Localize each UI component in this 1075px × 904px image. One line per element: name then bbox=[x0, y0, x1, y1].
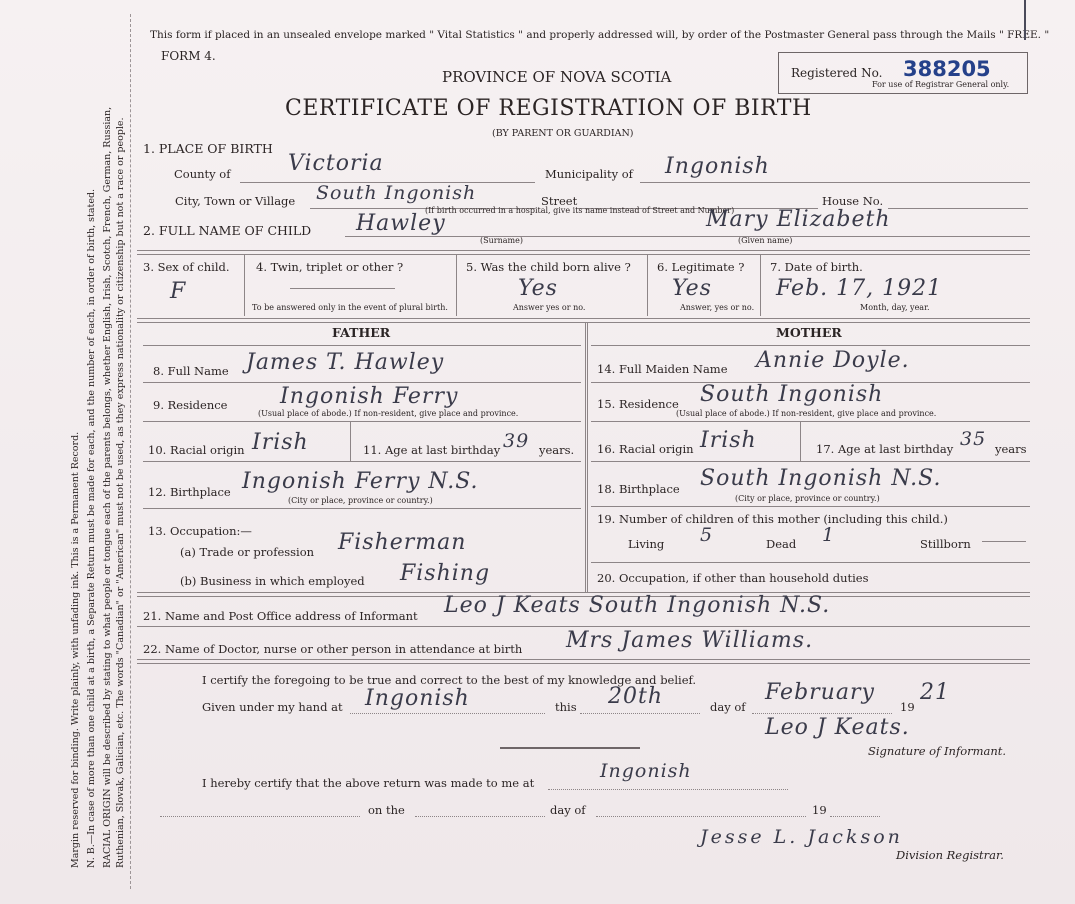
parents-divider bbox=[137, 318, 1030, 323]
alive-value: Yes bbox=[518, 276, 558, 301]
mother-age-label: 17. Age at last birthday bbox=[816, 442, 954, 456]
on-the-label: on the bbox=[368, 803, 405, 817]
doctor-label: 22. Name of Doctor, nurse or other person in attendance at birth bbox=[143, 642, 523, 656]
mother-heading: MOTHER bbox=[776, 325, 842, 340]
legitimate-label: 6. Legitimate ? bbox=[657, 260, 745, 274]
child-name-label: 2. FULL NAME OF CHILD bbox=[143, 223, 312, 238]
twin-label: 4. Twin, triplet or other ? bbox=[256, 260, 404, 274]
father-birthplace-value: Ingonish Ferry N.S. bbox=[242, 469, 479, 494]
occupation-label: 13. Occupation:— bbox=[148, 524, 252, 538]
mother-birthplace-note: (City or place, province or country.) bbox=[735, 494, 880, 503]
given-place-value: Ingonish bbox=[365, 686, 470, 711]
business-label: (b) Business in which employed bbox=[180, 574, 365, 588]
mother-race-label: 16. Racial origin bbox=[597, 442, 694, 456]
child-given-name: Mary Elizabeth bbox=[706, 207, 891, 232]
mother-residence-label: 15. Residence bbox=[597, 397, 679, 411]
father-age-unit: years. bbox=[539, 443, 575, 457]
children-count-label: 19. Number of children of this mother (including this child.) bbox=[597, 512, 948, 526]
section-divider bbox=[137, 250, 1030, 255]
year-value: 21 bbox=[920, 680, 950, 705]
mother-residence-note: (Usual place of abode.) If non-resident, give place and province. bbox=[676, 409, 937, 418]
father-age-value: 39 bbox=[503, 430, 530, 452]
day-of-label: day of bbox=[710, 700, 746, 714]
signature-label: Signature of Informant. bbox=[868, 744, 1007, 758]
mother-age-unit: years bbox=[995, 442, 1027, 456]
registered-number: 388205 bbox=[903, 57, 991, 81]
father-heading: FATHER bbox=[332, 325, 391, 340]
top-notice: This form if placed in an unsealed envelope marked " Vital Statistics " and properly addressed will, by order of the Postmaster General pass through the Mails " FREE. " bbox=[150, 29, 1050, 41]
municipality-value: Ingonish bbox=[665, 154, 770, 179]
trade-value: Fisherman bbox=[338, 530, 467, 555]
father-name-label: 8. Full Name bbox=[153, 364, 229, 378]
province-heading: PROVINCE OF NOVA SCOTIA bbox=[442, 68, 672, 86]
registered-label: Registered No. bbox=[791, 66, 883, 80]
place-of-birth-label: 1. PLACE OF BIRTH bbox=[143, 141, 273, 156]
alive-label: 5. Was the child born alive ? bbox=[466, 260, 631, 274]
registrar-signature: Jesse L. Jackson bbox=[700, 826, 903, 848]
doctor-value: Mrs James Williams. bbox=[566, 628, 814, 653]
registrar-day-of-label: day of bbox=[550, 803, 586, 817]
father-birthplace-note: (City or place, province or country.) bbox=[288, 496, 433, 505]
margin-divider bbox=[130, 14, 131, 889]
registrar-statement: I hereby certify that the above return was made to me at bbox=[202, 776, 535, 790]
informant-signature: Leo J Keats. bbox=[765, 715, 910, 740]
mother-name-value: Annie Doyle. bbox=[756, 348, 910, 373]
date-note: Month, day, year. bbox=[860, 303, 930, 312]
pen-stroke bbox=[1024, 0, 1026, 40]
surname-note: (Surname) bbox=[480, 236, 523, 245]
column-divider bbox=[585, 322, 588, 592]
twin-note: To be answered only in the event of plural birth. bbox=[252, 303, 448, 312]
mother-birthplace-value: South Ingonish N.S. bbox=[700, 466, 942, 491]
certificate-title: CERTIFICATE OF REGISTRATION OF BIRTH bbox=[285, 96, 812, 121]
year-prefix: 19 bbox=[900, 700, 915, 714]
margin-note-1: Margin reserved for binding. Write plainly, with unfading ink. This is a Permanent Record. bbox=[70, 431, 81, 868]
margin-note-2: N. B.—In case of more than one child at a birth, a Separate Return must be made for each, and the number of each, in order of birth, stated. bbox=[86, 188, 97, 868]
date-value: Feb. 17, 1921 bbox=[776, 276, 943, 301]
mother-age-value: 35 bbox=[960, 428, 987, 450]
mother-residence-value: South Ingonish bbox=[700, 382, 884, 407]
certify-statement: I certify the foregoing to be true and correct to the best of my knowledge and belief. bbox=[202, 673, 697, 687]
date-label: 7. Date of birth. bbox=[770, 260, 863, 274]
city-label: City, Town or Village bbox=[175, 194, 296, 208]
business-value: Fishing bbox=[400, 561, 491, 586]
informant-value: Leo J Keats South Ingonish N.S. bbox=[444, 593, 831, 618]
informant-label: 21. Name and Post Office address of Informant bbox=[143, 609, 418, 623]
living-value: 5 bbox=[700, 524, 714, 546]
father-race-label: 10. Racial origin bbox=[148, 443, 245, 457]
mother-occupation-label: 20. Occupation, if other than household duties bbox=[597, 571, 869, 585]
city-value: South Ingonish bbox=[316, 182, 477, 204]
father-residence-value: Ingonish Ferry bbox=[280, 384, 459, 409]
dead-label: Dead bbox=[766, 537, 797, 551]
form-number: FORM 4. bbox=[161, 49, 216, 63]
county-label: County of bbox=[174, 167, 231, 181]
municipality-label: Municipality of bbox=[545, 167, 633, 181]
separator-rule bbox=[500, 747, 640, 749]
trade-label: (a) Trade or profession bbox=[180, 545, 315, 559]
father-age-label: 11. Age at last birthday bbox=[363, 443, 501, 457]
sex-label: 3. Sex of child. bbox=[143, 260, 230, 274]
father-name-value: James T. Hawley bbox=[246, 350, 445, 375]
month-value: February bbox=[765, 680, 875, 705]
child-surname: Hawley bbox=[356, 211, 446, 236]
certificate-subtitle: (BY PARENT OR GUARDIAN) bbox=[492, 128, 634, 139]
day-value: 20th bbox=[608, 684, 664, 709]
registrar-year-prefix: 19 bbox=[812, 803, 827, 817]
county-value: Victoria bbox=[288, 151, 384, 176]
registrar-title: Division Registrar. bbox=[896, 848, 1004, 862]
house-label: House No. bbox=[822, 194, 884, 208]
street-label: Street bbox=[541, 194, 578, 208]
mother-name-label: 14. Full Maiden Name bbox=[597, 362, 728, 376]
living-label: Living bbox=[628, 537, 665, 551]
registrar-place-value: Ingonish bbox=[600, 760, 692, 782]
alive-note: Answer yes or no. bbox=[513, 303, 586, 312]
mother-birthplace-label: 18. Birthplace bbox=[597, 482, 680, 496]
father-residence-label: 9. Residence bbox=[153, 398, 228, 412]
hospital-note: (If birth occurred in a hospital, give its name instead of Street and Number) bbox=[425, 206, 735, 215]
mother-race-value: Irish bbox=[700, 428, 757, 453]
dead-value: 1 bbox=[822, 524, 836, 546]
father-race-value: Irish bbox=[252, 430, 309, 455]
given-under-label: Given under my hand at bbox=[202, 700, 343, 714]
certify-divider bbox=[137, 659, 1030, 664]
legitimate-value: Yes bbox=[672, 276, 712, 301]
margin-note-3: RACIAL ORIGIN will be described by stating to what people or tongue each of the parents belongs, whether English, Irish, Scotch, French, German, Russian, bbox=[102, 106, 113, 868]
stillborn-label: Stillborn bbox=[920, 537, 971, 551]
this-label: this bbox=[555, 700, 577, 714]
sex-value: F bbox=[170, 279, 187, 304]
father-birthplace-label: 12. Birthplace bbox=[148, 485, 231, 499]
legitimate-note: Answer, yes or no. bbox=[680, 303, 755, 312]
margin-note-4: Ruthenian, Slovak, Galician, etc. The words "Canadian" or "American" must not be used, as they express nationality or citizenship but not a race or people. bbox=[115, 117, 126, 868]
registrar-note: For use of Registrar General only. bbox=[872, 80, 1010, 89]
given-name-note: (Given name) bbox=[738, 236, 793, 245]
father-residence-note: (Usual place of abode.) If non-resident, give place and province. bbox=[258, 409, 519, 418]
